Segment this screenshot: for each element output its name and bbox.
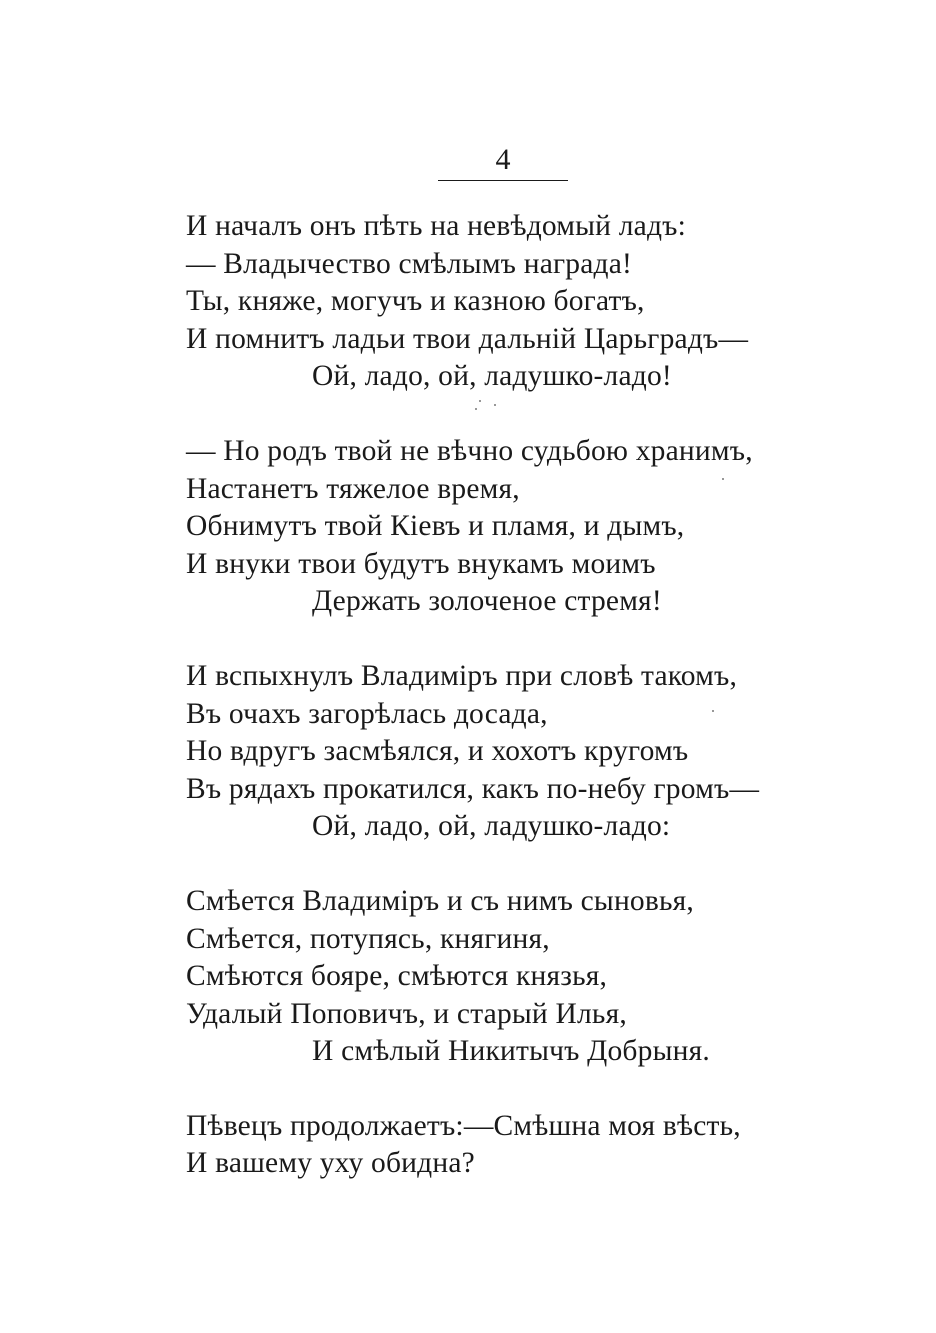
poem-line: — Но родъ твой не вѣчно судьбою хранимъ,	[186, 434, 753, 467]
poem-line: Пѣвецъ продолжаетъ:—Смѣшна моя вѣсть,	[186, 1109, 741, 1142]
poem-line: Держать золоченое стремя!	[312, 585, 662, 618]
poem-line: Ой, ладо, ой, ладушко-ладо:	[312, 810, 671, 843]
poem-line: И вашему уху обидна?	[186, 1147, 475, 1180]
poem-line: Въ очахъ загорѣлась досада,	[186, 697, 548, 730]
page-number-rule	[438, 180, 568, 181]
poem-line: Обнимутъ твой Кіевъ и пламя, и дымъ,	[186, 510, 685, 543]
poem-body	[186, 208, 906, 1220]
print-speck	[475, 408, 477, 410]
stanza	[186, 1108, 906, 1183]
poem-line: И вспыхнулъ Владиміръ при словѣ такомъ,	[186, 659, 738, 692]
poem-line: И внуки твои будутъ внукамъ моимъ	[186, 547, 656, 580]
print-speck	[494, 404, 496, 406]
stanza	[186, 883, 906, 1071]
stanza	[186, 658, 906, 846]
poem-line: Смѣется, потупясь, княгиня,	[186, 922, 550, 955]
page-number: 4	[495, 143, 511, 176]
poem-line: Смѣются бояре, смѣются князья,	[186, 960, 608, 993]
poem-line: Смѣется Владиміръ и съ нимъ сыновья,	[186, 884, 695, 917]
print-speck	[722, 478, 724, 480]
poem-line: Удалый Поповичъ, и старый Илья,	[186, 997, 627, 1030]
poem-line: — Владычество смѣлымъ награда!	[186, 247, 633, 280]
poem-line: И началъ онъ пѣть на невѣдомый ладъ:	[186, 210, 687, 242]
poem-line: Ты, княже, могучъ и казною богатъ,	[186, 285, 645, 318]
poem-line: Ой, ладо, ой, ладушко-ладо!	[312, 360, 672, 393]
print-speck	[712, 710, 714, 712]
print-speck	[479, 400, 481, 402]
stanza	[186, 433, 906, 621]
poem-line: Въ рядахъ прокатился, какъ по-небу громъ—	[186, 772, 760, 805]
stanza	[186, 208, 906, 396]
poem-line: Настанетъ тяжелое время,	[186, 472, 520, 505]
poem-line: Но вдругъ засмѣялся, и хохотъ кругомъ	[186, 735, 689, 768]
poem-line: И смѣлый Никитычъ Добрыня.	[312, 1035, 710, 1068]
poem-line: И помнитъ ладьи твои дальній Царьградъ—	[186, 322, 749, 355]
